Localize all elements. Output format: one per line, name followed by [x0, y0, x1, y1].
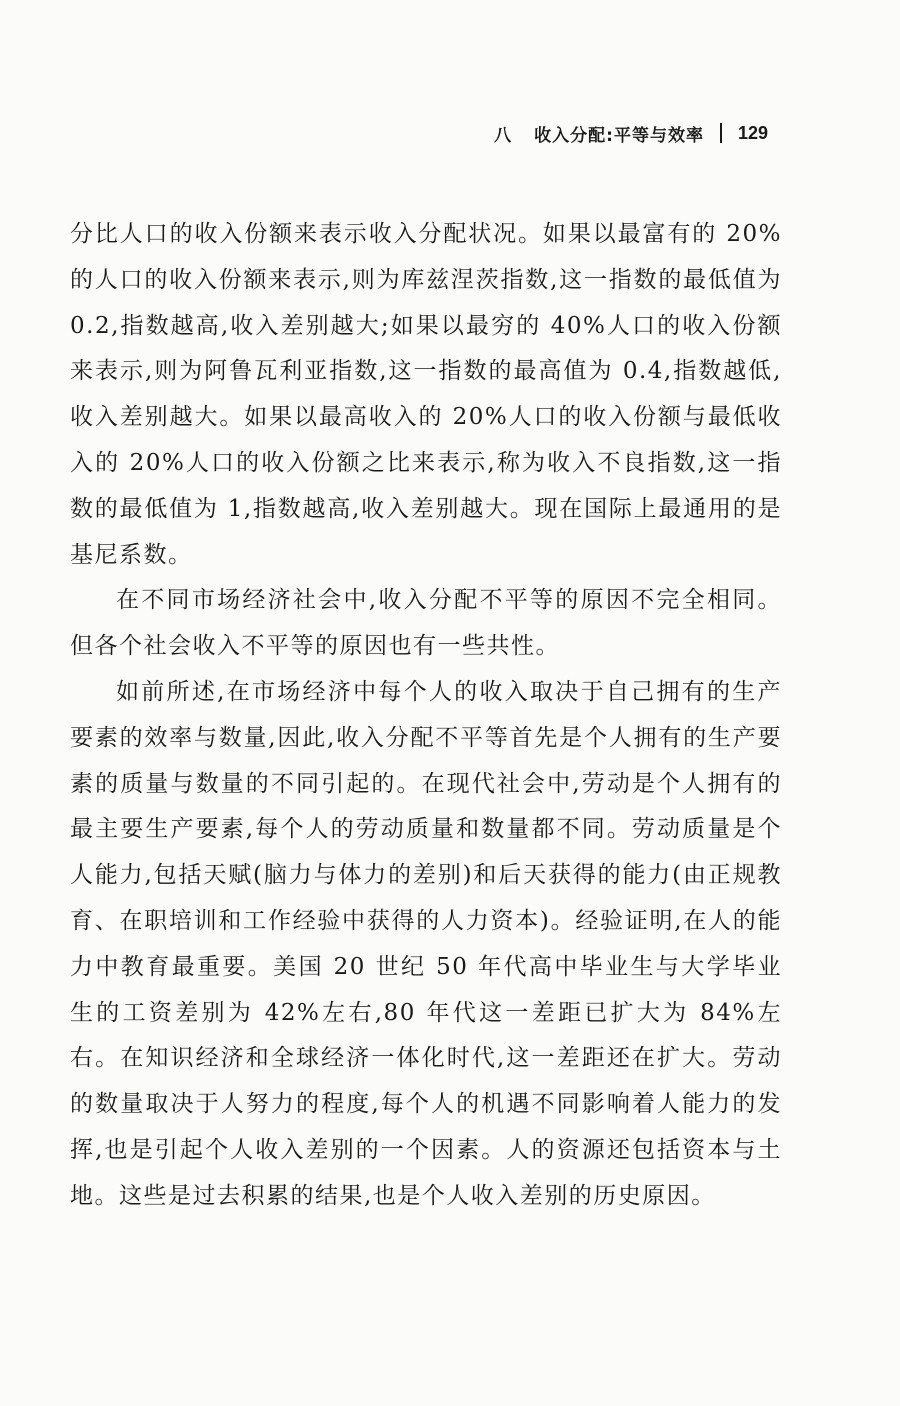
paragraph-1: 分比人口的收入份额来表示收入分配状况。如果以最富有的 20%的人口的收入份额来表示,则为库兹涅茨指数,这一指数的最低值为 0.2,指数越高,收入差别越大;如果以最穷的 40%人口的收入份额来表示,则为阿鲁瓦利亚指数,这一指数的最高值为 0.4,指数越低,收入差别越大。如果以最高收入的 20%人口的收入份额与最低收入的 20%人口的收入份额之比来表示,称为收入不良指数,这一指数的最低值为 1,指数越高,收入差别越大。现在国际上最通用的是基尼系数。 [70, 221, 782, 568]
paragraph-2: 在不同市场经济社会中,收入分配不平等的原因不完全相同。但各个社会收入不平等的原因也有一些共性。 [70, 587, 782, 660]
paragraph-3: 如前所述,在市场经济中每个人的收入取决于自己拥有的生产要素的效率与数量,因此,收入分配不平等首先是个人拥有的生产要素的质量与数量的不同引起的。在现代社会中,劳动是个人拥有的最主要生产要素,每个人的劳动质量和数量都不同。劳动质量是个人能力,包括天赋(脑力与体力的差别)和后天获得的能力(由正规教育、在职培训和工作经验中获得的人力资本)。经验证明,在人的能力中教育最重要。美国 20 世纪 50 年代高中毕业生与大学毕业生的工资差别为 42%左右,80 年代这一差距已扩大为 84%左右。在知识经济和全球经济一体化时代,这一差距还在扩大。劳动的数量取决于人努力的程度,每个人的机遇不同影响着人能力的发挥,也是引起个人收入差别的一个因素。人的资源还包括资本与土地。这些是过去积累的结果,也是个人收入差别的历史原因。 [70, 678, 782, 1209]
running-header [494, 118, 768, 148]
header-divider [720, 123, 722, 143]
page-number: 129 [737, 122, 768, 143]
chapter-title: 收入分配:平等与效率 [534, 125, 704, 146]
chapter-number: 八 [494, 125, 513, 146]
body-text [70, 212, 782, 1220]
